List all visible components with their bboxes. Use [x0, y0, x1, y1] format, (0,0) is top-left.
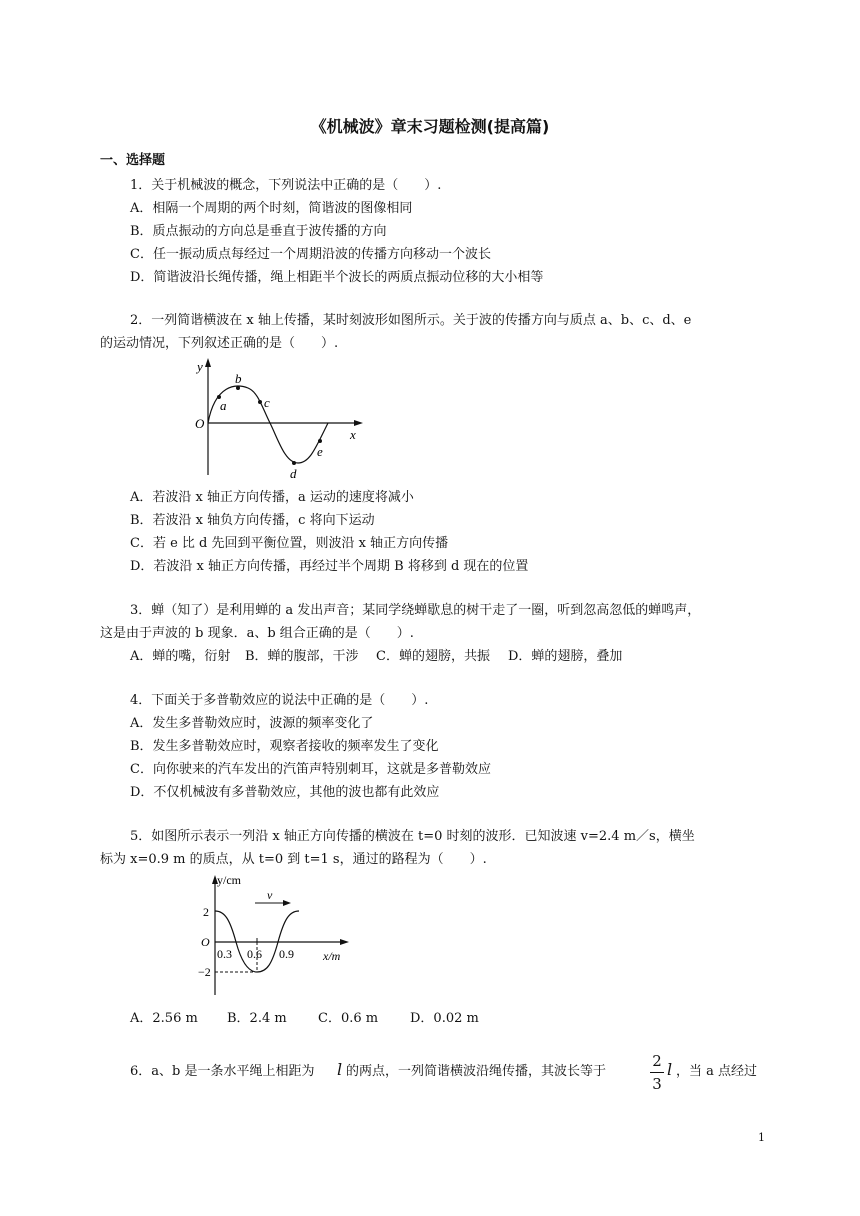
- wave-figure-q2: [190, 355, 370, 480]
- question-stem-part1: 6．a、b 是一条水平绳上相距为: [130, 1064, 315, 1079]
- option-a: A．相隔一个周期的两个时刻，简谐波的图像相同: [130, 201, 413, 216]
- question-stem-continued: 标为 x=0.9 m 的质点，从 t=0 到 t=1 s，通过的路程为（ ）.: [100, 852, 487, 867]
- option-d: D．简谐波沿长绳传播，绳上相距半个波长的两质点振动位移的大小相等: [130, 270, 544, 285]
- section-heading: 一、选择题: [100, 153, 166, 168]
- option-c: C．若 e 比 d 先回到平衡位置，则波沿 x 轴正方向传播: [130, 536, 449, 551]
- y-axis-label: y: [197, 359, 203, 374]
- option-b: B．质点振动的方向总是垂直于波传播的方向: [130, 224, 387, 239]
- option-c: C．0.6 m: [318, 1011, 379, 1026]
- fraction-numerator: 2: [652, 1052, 662, 1070]
- option-c: C．向你驶来的汽车发出的汽笛声特别刺耳，这就是多普勒效应: [130, 762, 491, 777]
- question-stem: 4．下面关于多普勒效应的说法中正确的是（ ）.: [130, 693, 429, 708]
- variable-l: l: [337, 1060, 343, 1079]
- x-tick-0.9: 0.9: [279, 947, 294, 961]
- option-a: A．发生多普勒效应时，波源的频率变化了: [130, 716, 374, 731]
- point-d-label: d: [290, 466, 297, 481]
- option-d: D．若波沿 x 轴正方向传播，再经过半个周期 B 将移到 d 现在的位置: [130, 559, 529, 574]
- option-d: D．不仅机械波有多普勒效应，其他的波也都有此效应: [130, 785, 440, 800]
- x-axis-label: x/m: [323, 949, 341, 963]
- point-e-label: e: [317, 444, 323, 459]
- point-b-label: b: [235, 371, 242, 386]
- option-b: B．发生多普勒效应时，观察者接收的频率发生了变化: [130, 739, 439, 754]
- point-a-label: a: [220, 398, 227, 413]
- origin-label: O: [195, 416, 205, 431]
- question-stem: 2．一列简谐横波在 x 轴上传播，某时刻波形如图所示。关于波的传播方向与质点 a、b、c、d、e: [130, 313, 692, 328]
- option-c: C．蝉的翅膀，共振: [376, 649, 490, 664]
- option-a: A．若波沿 x 轴正方向传播，a 运动的速度将减小: [130, 490, 414, 505]
- question-stem: 3．蝉（知了）是利用蝉的 a 发出声音；某同学绕蝉歇息的树干走了一圈，听到忽高忽低的蝉鸣声，: [130, 603, 701, 618]
- option-b: B．若波沿 x 轴负方向传播，c 将向下运动: [130, 513, 375, 528]
- x-tick-0.6: 0.6: [247, 947, 262, 961]
- option-d: D．0.02 m: [410, 1011, 479, 1026]
- fraction-bar: [650, 1072, 664, 1073]
- question-stem-continued: 的运动情况，下列叙述正确的是（ ）.: [100, 336, 339, 351]
- question-stem: 5．如图所示表示一列沿 x 轴正方向传播的横波在 t=0 时刻的波形．已知波速 v=2.4 m／s，横坐: [130, 829, 695, 844]
- wave-figure-q5: [195, 870, 365, 1000]
- x-tick-0.3: 0.3: [217, 947, 232, 961]
- origin-label: O: [201, 935, 210, 949]
- option-b: B．2.4 m: [227, 1011, 287, 1026]
- x-axis-label: x: [350, 427, 356, 442]
- option-b: B．蝉的腹部，干涉: [245, 649, 359, 664]
- variable-l: l: [667, 1060, 673, 1079]
- question-stem: 1．关于机械波的概念，下列说法中正确的是（ ）.: [130, 178, 442, 193]
- option-d: D．蝉的翅膀，叠加: [508, 649, 623, 664]
- y-tick-positive: 2: [203, 905, 209, 919]
- fraction-denominator: 3: [652, 1075, 662, 1093]
- point-c-label: c: [264, 395, 270, 410]
- option-a: A．2.56 m: [130, 1011, 198, 1026]
- question-stem-continued: 这是由于声波的 b 现象．a、b 组合正确的是（ ）.: [100, 626, 414, 641]
- option-c: C．任一振动质点每经过一个周期沿波的传播方向移动一个波长: [130, 247, 491, 262]
- velocity-label: v: [267, 888, 273, 902]
- option-a: A．蝉的嘴，衍射: [130, 649, 231, 664]
- question-stem-part2: 的两点，一列简谐横波沿绳传播，其波长等于: [346, 1064, 607, 1079]
- page-number: 1: [758, 1131, 765, 1144]
- page-title: 《机械波》章末习题检测(提高篇): [310, 117, 550, 136]
- question-stem-part3: ，当 a 点经过: [676, 1064, 758, 1079]
- y-axis-label: y/cm: [217, 873, 241, 887]
- y-tick-negative: −2: [198, 965, 211, 979]
